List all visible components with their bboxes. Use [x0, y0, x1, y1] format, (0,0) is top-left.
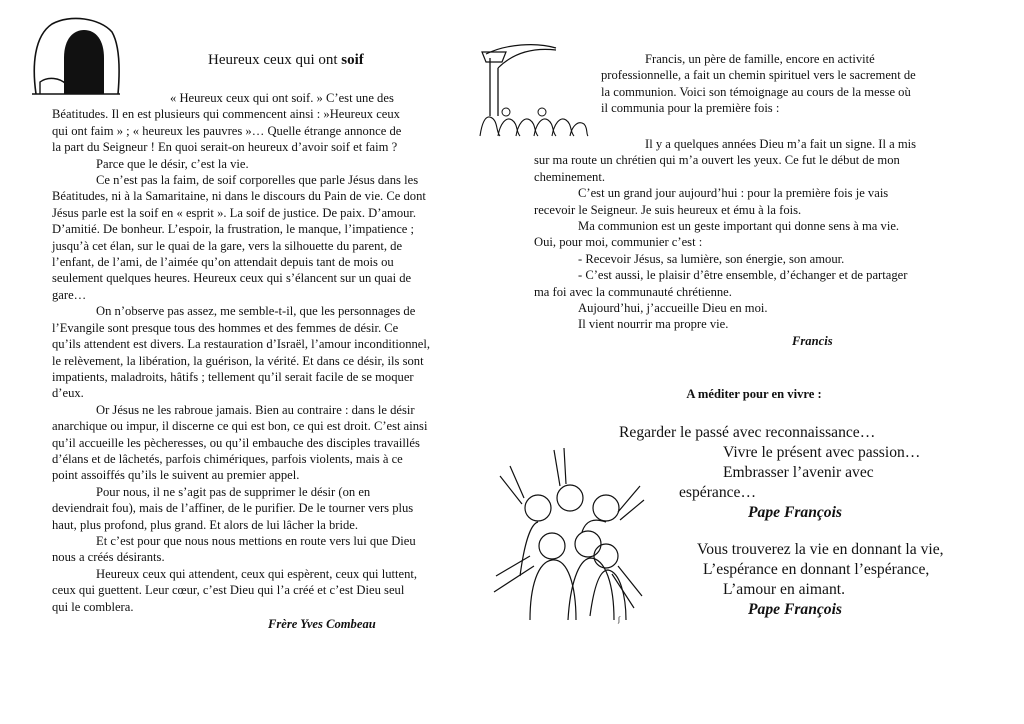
article-line: qui ont faim » ; « heureux les pauvres »… Quelle étrange annonce de	[52, 123, 402, 138]
quote-1-signature: Pape François	[748, 504, 842, 521]
article-line: On n’observe pas assez, me semble-t-il, que les personnages de	[96, 304, 416, 319]
article-line: la part du Seigneur ! En quoi serait-on heureux d’avoir soif et faim ?	[52, 140, 398, 155]
testimony-line: Oui, pour moi, communier c’est :	[534, 235, 703, 250]
article-line: d’élans et de lâchetés, parfois chimériques, parfois violents, mais à ce	[52, 451, 403, 466]
intro-line: professionnelle, a fait un chemin spirituel vers le sacrement de	[601, 68, 916, 83]
article-line: D’amitié. De bonheur. L’espoir, la frustration, le manque, l’impatience ;	[52, 222, 415, 237]
article-line: qu’il accueille les pècheresses, ou qu’il embauche des disciples travaillés	[52, 435, 420, 450]
testimony-line: Il vient nourrir ma propre vie.	[578, 317, 729, 332]
article-line: « Heureux ceux qui ont soif. » C’est une des	[170, 91, 394, 105]
article-line: Ce n’est pas la faim, de soif corporelles que parle Jésus dans les	[96, 173, 419, 188]
testimony-line: Aujourd’hui, j’accueille Dieu en moi.	[578, 301, 768, 316]
article-line: deviendrait fou), mais de l’affiner, de le purifier. De le tourner vers plus	[52, 501, 414, 516]
intro-line: il communia pour la première fois :	[601, 101, 780, 116]
testimony-line: C’est un grand jour aujourd’hui : pour la première fois je vais	[578, 186, 889, 201]
article-line: d’eux.	[52, 386, 84, 401]
article-line: gare…	[52, 287, 87, 302]
article-line: nous a créés désirants.	[52, 550, 165, 565]
quote-2-line: Vous trouverez la vie en donnant la vie,	[697, 541, 944, 558]
quote-2-line: L’amour en aimant.	[723, 581, 845, 598]
article-line: point assoiffés qu’ils le suivent au premier appel.	[52, 468, 300, 483]
article-line: Pour nous, il ne s’agit pas de supprimer le désir (on en	[96, 484, 371, 499]
article-line: jusqu’à cet élan, sur le quai de la gare, vers la silhouette du parent, de	[52, 238, 403, 253]
article-title-bold: soif	[341, 52, 364, 68]
testimony-line: sur ma route un chrétien qui m’a ouvert les yeux. Ce fut le début de mon	[534, 153, 900, 168]
testimony-line: Il y a quelques années Dieu m’a fait un signe. Il a mis	[645, 137, 917, 151]
quote-1-line: Vivre le présent avec passion…	[723, 444, 921, 461]
testimony-line: - Recevoir Jésus, sa lumière, son énergie, son amour.	[578, 251, 845, 266]
article-line: Jésus parle est la soif en « esprit ». La soif de justice. De paix. D’amour.	[52, 205, 417, 220]
article-line: qui le comblera.	[52, 599, 134, 614]
article-line: seulement quelques heures. Heureux ceux qui s’élancent sur un quai de	[52, 271, 412, 286]
testimony-line: cheminement.	[534, 169, 605, 184]
quote-1	[619, 423, 920, 523]
testimony-line: - C’est aussi, le plaisir d’être ensemble, d’échanger et de partager	[578, 268, 908, 283]
article-line: Or Jésus ne les rabroue jamais. Bien au contraire : dans le désir	[96, 402, 415, 417]
article-line: Parce que le désir, c’est la vie.	[96, 156, 249, 171]
quote-1-line: Embrasser l’avenir avec	[723, 464, 874, 481]
article-line: le relèvement, la libération, la guérison, la vérité. Et dans ce désir, ils sont	[52, 353, 424, 368]
article-line: Béatitudes. Il en est plusieurs qui commencent ainsi : »Heureux ceux	[52, 107, 400, 122]
testimony-body	[534, 136, 974, 349]
article-line: anarchique ou impur, il discerne ce qui est bon, ce qui est droit. C’est ainsi	[52, 419, 428, 434]
article-signature: Frère Yves Combeau	[268, 617, 376, 631]
testimony-line: ma foi avec la communauté chrétienne.	[534, 284, 732, 299]
article-line: haut, plus profond, plus grand. Et alors de lui lâcher la bride.	[52, 517, 359, 532]
congregation-illustration	[476, 40, 592, 140]
article-line: qu’ils attendent est divers. La restauration d’Israël, l’amour inconditionnel,	[52, 337, 431, 352]
quote-1-line: Regarder le passé avec reconnaissance…	[619, 424, 876, 441]
article-line: l’Evangile sont presque tous des hommes et des femmes de désir. Ce	[52, 320, 399, 335]
article-line: Béatitudes, ni à la Samaritaine, ni dans le discours du Pain de vie. Ce dont	[52, 189, 426, 204]
article-body	[52, 90, 492, 632]
article-title-text: Heureux ceux qui ont	[208, 52, 342, 68]
quote-2-line: L’espérance en donnant l’espérance,	[703, 561, 930, 578]
article-line: ceux qui guettent. Leur cœur, c’est Dieu qui l’a créé et c’est Dieu seul	[52, 583, 405, 598]
testimony-signature: Francis	[792, 333, 833, 348]
quote-2	[697, 540, 944, 620]
testimony-line: Ma communion est un geste important qui donne sens à ma vie.	[578, 219, 900, 234]
testimony-intro	[601, 51, 973, 117]
article-line: l’enfant, de l’ami, de l’aimée qu’on attendait depuis tant de mois ou	[52, 255, 394, 270]
quote-1-line: espérance…	[679, 484, 757, 501]
article-line: Heureux ceux qui attendent, ceux qui espèrent, ceux qui luttent,	[96, 566, 418, 581]
empty-tomb-illustration	[30, 16, 122, 98]
article-line: Et c’est pour que nous nous mettions en route vers lui que Dieu	[96, 533, 416, 548]
meditate-heading: A méditer pour en vivre :	[686, 387, 822, 401]
testimony-line: recevoir le Seigneur. Je suis heureux et ému à la fois.	[534, 202, 802, 217]
intro-line: Francis, un père de famille, encore en activité	[645, 52, 875, 66]
svg-text:ʃ: ʃ	[618, 616, 621, 624]
intro-line: la communion. Voici son témoignage au cours de la messe où	[601, 84, 911, 99]
article-line: impatients, maladroits, hâtifs ; tellement qu’il serait facile de se moquer	[52, 369, 414, 384]
article-title	[208, 52, 364, 69]
quote-2-signature: Pape François	[748, 601, 842, 618]
